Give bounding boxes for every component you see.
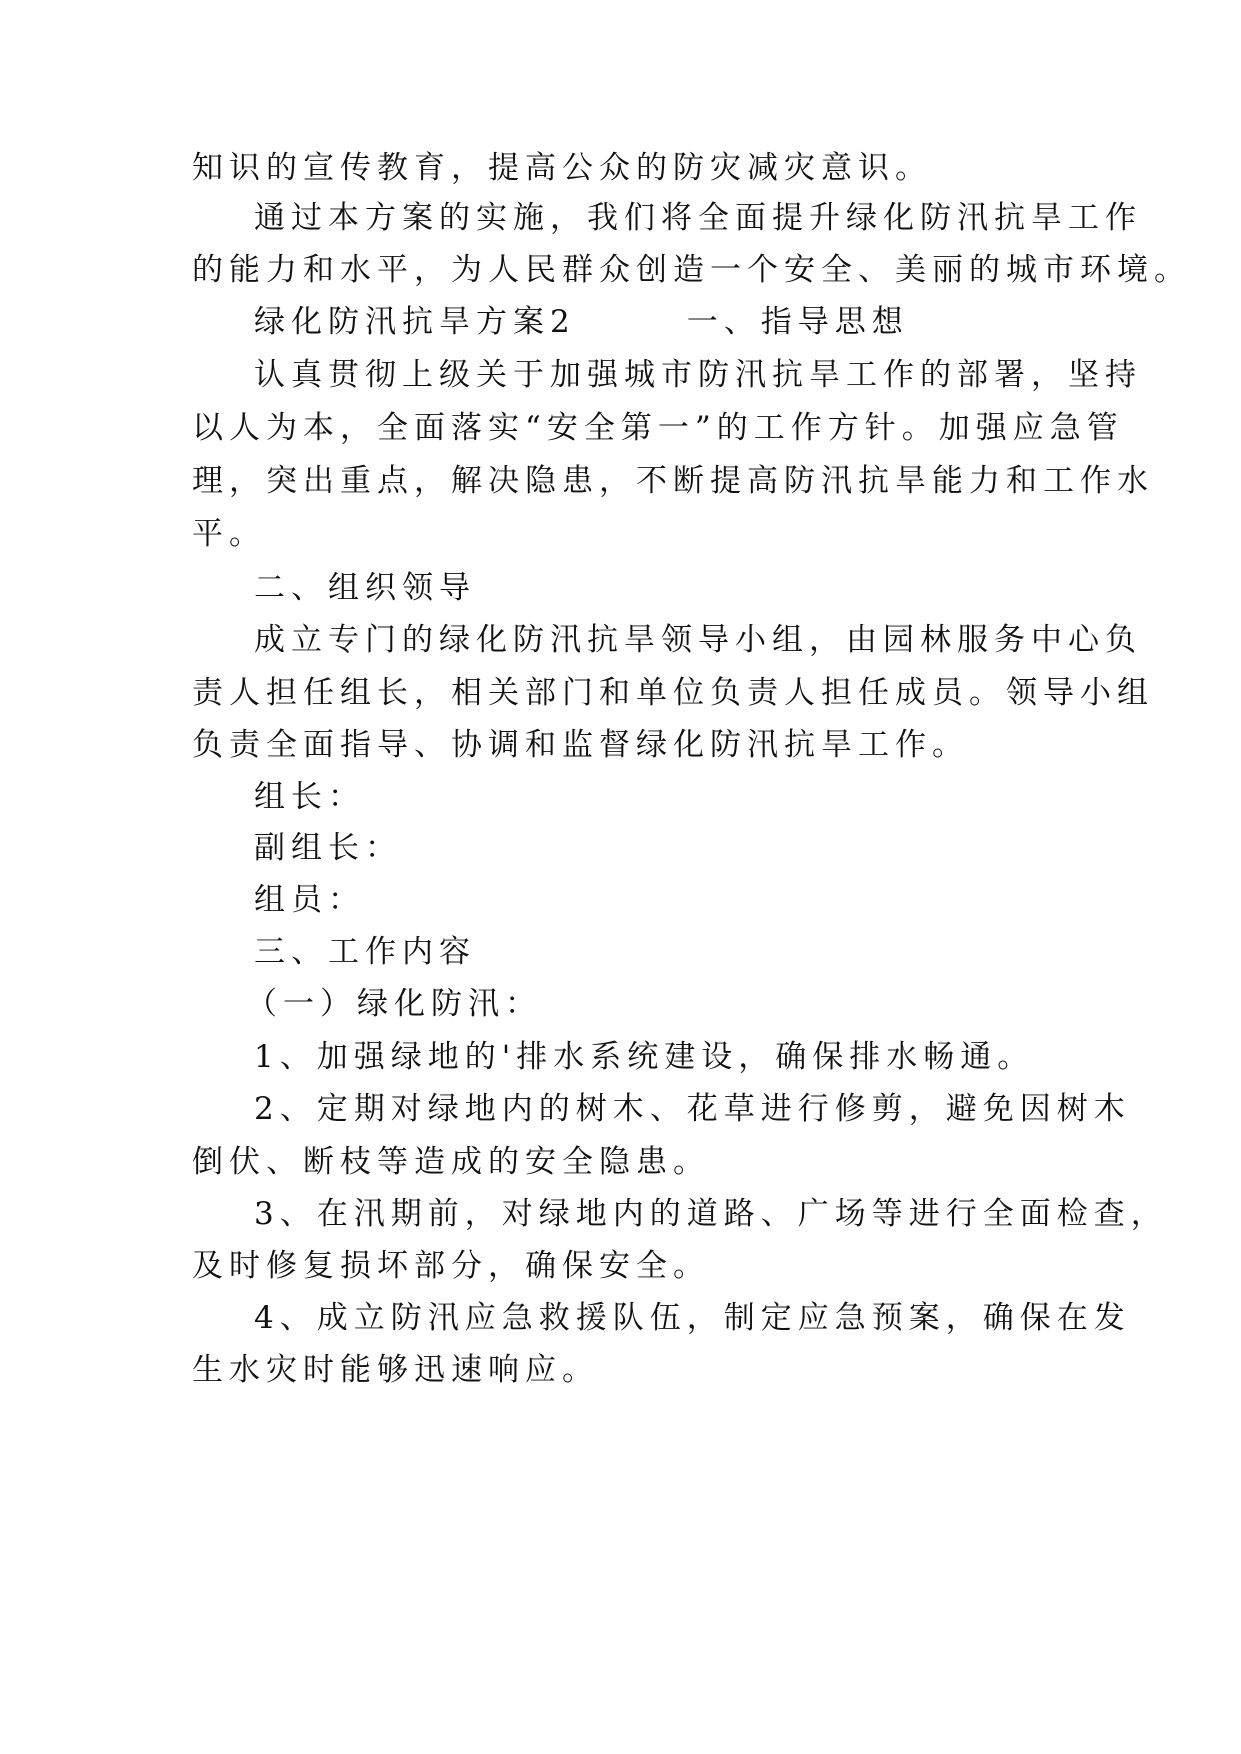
- subsection-heading: （一）绿化防汛：: [246, 986, 542, 1022]
- paragraph-line: 成立专门的绿化防汛抗旱领导小组，由园林服务中心负: [254, 622, 1142, 658]
- paragraph-line: 理，突出重点，解决隐患，不断提高防汛抗旱能力和工作水: [192, 463, 1154, 499]
- paragraph-line: 负责全面指导、协调和监督绿化防汛抗旱工作。: [192, 727, 969, 763]
- list-item: 3、在汛期前，对绿地内的道路、广场等进行全面检查，: [254, 1196, 1168, 1232]
- list-item: 2、定期对绿地内的树木、花草进行修剪，避免因树木: [254, 1091, 1131, 1127]
- list-item: 4、成立防汛应急救援队伍，制定应急预案，确保在发: [254, 1300, 1131, 1336]
- field-label: 组员：: [254, 882, 365, 918]
- paragraph-line: 平。: [192, 516, 266, 552]
- paragraph-line: 认真贯彻上级关于加强城市防汛抗旱工作的部署，坚持: [254, 357, 1142, 393]
- list-item: 1、加强绿地的'排水系统建设，确保排水畅通。: [254, 1039, 1035, 1075]
- paragraph-line: 的能力和水平，为人民群众创造一个安全、美丽的城市环境。: [192, 252, 1191, 288]
- section-heading: 三、工作内容: [254, 934, 476, 970]
- paragraph-line: 以人为本，全面落实“安全第一”的工作方针。加强应急管: [192, 410, 1124, 446]
- section-heading: 二、组织领导: [254, 570, 476, 606]
- paragraph-line: 生水灾时能够迅速响应。: [192, 1352, 599, 1388]
- paragraph-line: 及时修复损坏部分，确保安全。: [192, 1248, 710, 1284]
- section-heading: 绿化防汛抗旱方案2 一、指导思想: [254, 304, 909, 340]
- paragraph-line: 责人担任组长，相关部门和单位负责人担任成员。领导小组: [192, 675, 1154, 711]
- paragraph-line: 知识的宣传教育，提高公众的防灾减灾意识。: [192, 150, 932, 186]
- paragraph-line: 倒伏、断枝等造成的安全隐患。: [192, 1144, 710, 1180]
- paragraph-line: 通过本方案的实施，我们将全面提升绿化防汛抗旱工作: [254, 200, 1142, 236]
- field-label: 组长：: [254, 779, 365, 815]
- field-label: 副组长：: [254, 830, 402, 866]
